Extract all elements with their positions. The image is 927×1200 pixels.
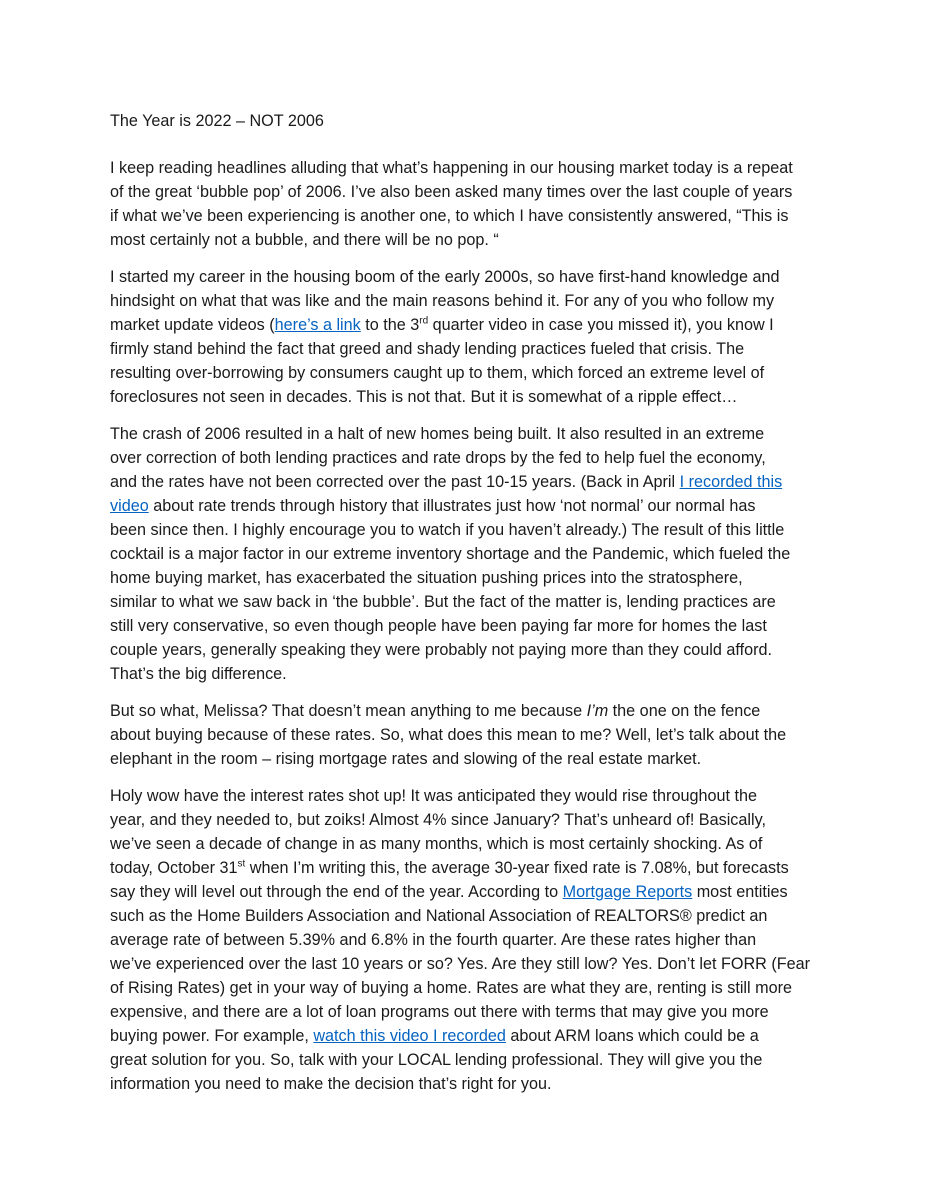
paragraph-1-line: if what we’ve been experiencing is another one, to which I have consistently answered, “This is: [110, 207, 789, 225]
paragraph-5-line: great solution for you. So, talk with your LOCAL lending professional. They will give you the: [110, 1051, 763, 1069]
paragraph-2-line: I started my career in the housing boom of the early 2000s, so have first-hand knowledge and: [110, 268, 780, 286]
paragraph-3-line: The crash of 2006 resulted in a halt of new homes being built. It also resulted in an extreme: [110, 425, 765, 443]
paragraph-5-line: we’ve experienced over the last 10 years or so? Yes. Are they still low? Yes. Don’t let FORR (Fear: [110, 955, 811, 973]
paragraph-5-line: [110, 1025, 759, 1049]
document-title: The Year is 2022 – NOT 2006: [110, 112, 324, 130]
paragraph-5-line: expensive, and there are a lot of loan programs out there with terms that may give you more: [110, 1003, 769, 1021]
text-run: when I’m writing this, the average 30-year fixed rate is 7.08%, but forecasts: [245, 859, 789, 877]
text-run: to the 3: [360, 316, 420, 334]
paragraph-5-line: such as the Home Builders Association and National Association of REALTORS® predict an: [110, 907, 768, 925]
paragraph-1-line: most certainly not a bubble, and there will be no pop. “: [110, 231, 499, 249]
ordinal-suffix: rd: [419, 315, 429, 327]
paragraph-3-line: couple years, generally speaking they were probably not paying more than they could afford.: [110, 641, 772, 659]
paragraph-5-line: information you need to make the decision that’s right for you.: [110, 1075, 552, 1093]
paragraph-3-line: over correction of both lending practices and rate drops by the fed to help fuel the economy,: [110, 449, 766, 467]
paragraph-3-line: similar to what we saw back in ‘the bubble’. But the fact of the matter is, lending practices are: [110, 593, 776, 611]
paragraph-3-line: cocktail is a major factor in our extreme inventory shortage and the Pandemic, which fueled the: [110, 545, 791, 563]
paragraph-2-line: firmly stand behind the fact that greed and shady lending practices fueled that crisis. The: [110, 340, 745, 358]
text-run: say they will level out through the end of the year. According to: [110, 883, 563, 901]
mortgage-reports-link[interactable]: Mortgage Reports: [562, 883, 693, 901]
text-run: most entities: [692, 883, 788, 901]
paragraph-4-line: [110, 700, 760, 724]
paragraph-5-line: Holy wow have the interest rates shot up! It was anticipated they would rise throughout the: [110, 787, 757, 805]
ordinal-suffix: st: [237, 858, 246, 870]
paragraph-1-line: I keep reading headlines alluding that what’s happening in our housing market today is a repeat: [110, 159, 793, 177]
paragraph-3-line: home buying market, has exacerbated the situation pushing prices into the stratosphere,: [110, 569, 743, 587]
paragraph-4-line: elephant in the room – rising mortgage rates and slowing of the real estate market.: [110, 750, 702, 768]
recorded-video-link[interactable]: I recorded this: [679, 473, 783, 491]
paragraph-5-line: [110, 881, 788, 905]
paragraph-3-line: [110, 495, 755, 519]
paragraph-5-line: year, and they needed to, but zoiks! Almost 4% since January? That’s unheard of! Basically,: [110, 811, 766, 829]
paragraph-3-line: That’s the big difference.: [110, 665, 287, 683]
recorded-video-link[interactable]: video: [110, 497, 149, 515]
paragraph-1-line: of the great ‘bubble pop’ of 2006. I’ve also been asked many times over the last couple of years: [110, 183, 793, 201]
text-run: buying power. For example,: [110, 1027, 314, 1045]
paragraph-5-line: of Rising Rates) get in your way of buying a home. Rates are what they are, renting is still more: [110, 979, 792, 997]
emphasis-text: I’m: [586, 702, 609, 720]
text-run: about rate trends through history that illustrates just how ‘not normal’ our normal has: [148, 497, 756, 515]
paragraph-3-line: been since then. I highly encourage you to watch if you haven’t already.) The result of this little: [110, 521, 785, 539]
paragraph-5-line: average rate of between 5.39% and 6.8% in the fourth quarter. Are these rates higher than: [110, 931, 757, 949]
paragraph-5-line: [110, 857, 789, 881]
text-run: about ARM loans which could be a: [505, 1027, 759, 1045]
paragraph-4-line: about buying because of these rates. So, what does this mean to me? Well, let’s talk about the: [110, 726, 787, 744]
paragraph-2-line: foreclosures not seen in decades. This is not that. But it is somewhat of a ripple effect…: [110, 388, 738, 406]
paragraph-2-line: [110, 314, 774, 338]
paragraph-5-line: we’ve seen a decade of change in as many months, which is most certainly shocking. As of: [110, 835, 763, 853]
paragraph-2-line: resulting over-borrowing by consumers caught up to them, which forced an extreme level of: [110, 364, 765, 382]
text-run: and the rates have not been corrected over the past 10-15 years. (Back in April: [110, 473, 680, 491]
text-run: But so what, Melissa? That doesn’t mean anything to me because: [110, 702, 587, 720]
text-run: today, October 31: [110, 859, 238, 877]
text-run: quarter video in case you missed it), you know I: [428, 316, 774, 334]
heres-a-link-link[interactable]: here’s a link: [274, 316, 361, 334]
paragraph-3-line: [110, 471, 782, 495]
arm-loans-video-link[interactable]: watch this video I recorded: [313, 1027, 506, 1045]
text-run: the one on the fence: [608, 702, 761, 720]
paragraph-2-line: hindsight on what that was like and the main reasons behind it. For any of you who follow my: [110, 292, 775, 310]
paragraph-3-line: still very conservative, so even though people have been paying far more for homes the last: [110, 617, 767, 635]
text-run: market update videos (: [110, 316, 275, 334]
